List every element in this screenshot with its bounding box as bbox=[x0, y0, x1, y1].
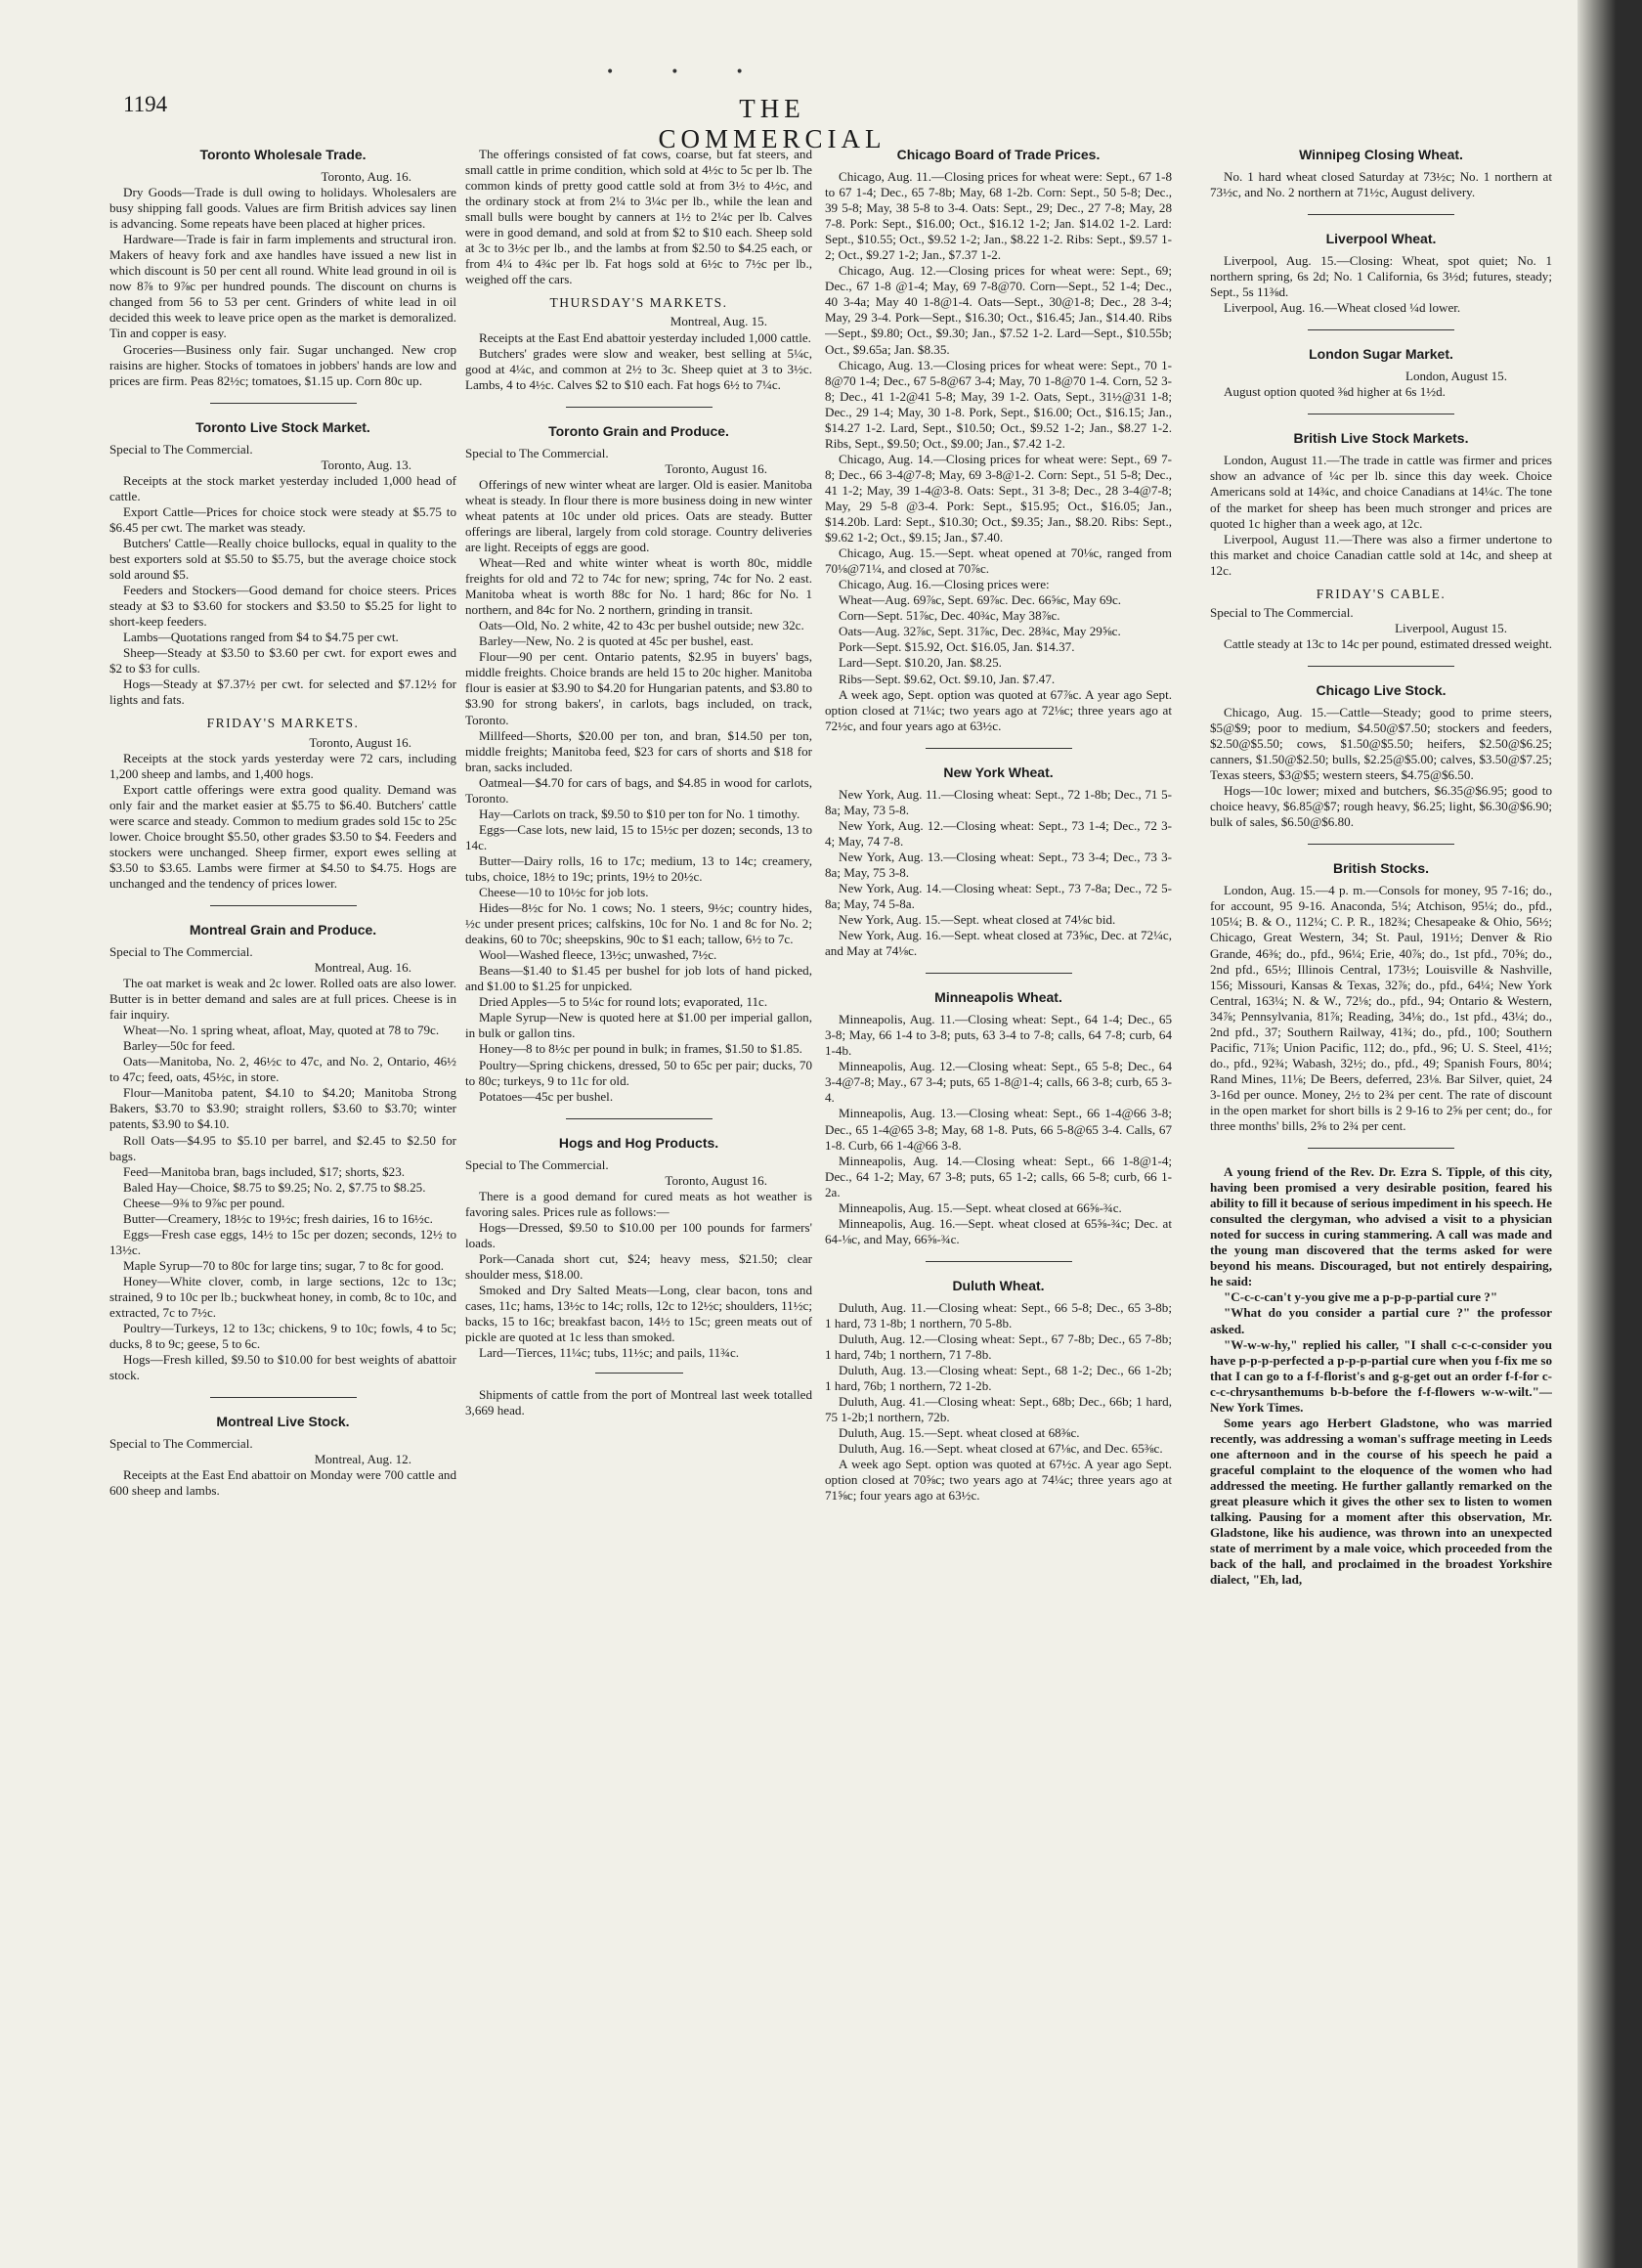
article-paragraph: New York, Aug. 13.—Closing wheat: Sept., 73 3-4; Dec., 73 3-8a; May, 75 3-8. bbox=[825, 849, 1172, 880]
article-paragraph: Liverpool, August 11.—There was also a firmer undertone to this market and choice Canadian cattle sold at 14c, and sheep at 12c. bbox=[1210, 531, 1552, 578]
article-section bbox=[1210, 844, 1552, 1134]
article-section bbox=[109, 1397, 456, 1499]
article-paragraph: Potatoes—45c per bushel. bbox=[479, 1088, 614, 1104]
article-paragraph: Butter—Creamery, 18½c to 19½c; fresh dairies, 16 to 16½c. bbox=[123, 1210, 433, 1226]
article-paragraph: Maple Syrup—70 to 80c for large tins; sugar, 7 to 8c for good. bbox=[123, 1257, 444, 1273]
article-paragraph: Oatmeal—$4.70 for cars of bags, and $4.85 in wood for carlots, Toronto. bbox=[465, 774, 812, 806]
article-section bbox=[825, 748, 1172, 960]
special-line: Special to The Commercial. bbox=[465, 445, 609, 460]
article-paragraph: Minneapolis, Aug. 13.—Closing wheat: Sept., 66 1-4@66 3-8; Dec., 65 1-4@65 3-8; May, 68 1-8. Puts, 66 5-8@65 3-4. Calls, 67 1-8. Curb, 66 1-4@66 3-8. bbox=[825, 1106, 1172, 1153]
article-section bbox=[109, 403, 456, 892]
article-paragraph: Minneapolis, Aug. 15.—Sept. wheat closed at 66⅝-¾c. bbox=[839, 1199, 1122, 1215]
section-divider bbox=[210, 905, 357, 906]
article-paragraph: Receipts at the East End abattoir yesterday included 1,000 cattle. bbox=[479, 329, 811, 345]
article-paragraph: Oats—Aug. 32⅞c, Sept. 31⅞c, Dec. 28¾c, May 29⅝c. bbox=[839, 624, 1121, 639]
article-paragraph: There is a good demand for cured meats as hot weather is favoring sales. Prices rule as follows:— bbox=[465, 1188, 812, 1219]
article-paragraph: New York, Aug. 14.—Closing wheat: Sept., 73 7-8a; Dec., 72 5-8a; May, 74 5-8a. bbox=[825, 880, 1172, 912]
section-divider bbox=[595, 1373, 683, 1374]
article-paragraph: Maple Syrup—New is quoted here at $1.00 per imperial gallon, in bulk or gallon tins. bbox=[465, 1010, 812, 1041]
article-heading: Toronto Live Stock Market. bbox=[195, 418, 370, 435]
article-paragraph: Ribs—Sept. $9.62, Oct. $9.10, Jan. $7.47. bbox=[839, 671, 1056, 686]
article-paragraph: Duluth, Aug. 16.—Sept. wheat closed at 67⅛c, and Dec. 65⅜c. bbox=[839, 1441, 1163, 1457]
article-paragraph: Sheep—Steady at $3.50 to $3.60 per cwt. for export ewes and $2 to $3 for culls. bbox=[109, 645, 456, 676]
article-paragraph: A week ago, Sept. option was quoted at 67⅞c. A year ago Sept. option closed at 71¼c; two years ago at 72⅛c; three years ago at 72½c, and four years ago at 63½c. bbox=[825, 686, 1172, 733]
article-paragraph: Export Cattle—Prices for choice stock were steady at $5.75 to $6.45 per cwt. The market was steady. bbox=[109, 503, 456, 535]
section-divider bbox=[1308, 844, 1454, 845]
article-paragraph: Butchers' grades were slow and weaker, best selling at 5¼c, good at 4¼c, and common at 2½ to 3c. Sheep quiet at 3 to 3½c. Lambs, 4 to 4½c. Calves $2 to $10 each. Fat hogs 6½ to 7¼c. bbox=[465, 345, 812, 392]
section-divider bbox=[1308, 1148, 1454, 1149]
article-paragraph: Pork—Sept. $15.92, Oct. $16.05, Jan. $14.37. bbox=[839, 639, 1075, 655]
column-1 bbox=[109, 147, 456, 2112]
article-section bbox=[1210, 214, 1552, 316]
section-divider bbox=[566, 1118, 713, 1119]
article-heading: Toronto Wholesale Trade. bbox=[199, 147, 367, 162]
special-line: Special to The Commercial. bbox=[109, 943, 253, 959]
article-paragraph: Dry Goods—Trade is dull owing to holidays. Wholesalers are busy shipping fall goods. Values are firm British advices say linen is advancing. Some repeats have been placed at higher prices. bbox=[109, 185, 456, 232]
article-heading: British Stocks. bbox=[1332, 860, 1430, 877]
article-paragraph: Baled Hay—Choice, $8.75 to $9.25; No. 2, $7.75 to $8.25. bbox=[123, 1179, 426, 1195]
article-paragraph: Groceries—Business only fair. Sugar unchanged. New crop raisins are higher. Stocks of tomatoes in jobbers' hands are low and prices are firm. Peas 82½c; tomatoes, $1.15 up. Corn 80c up. bbox=[109, 341, 456, 388]
article-paragraph: Honey—White clover, comb, in large sections, 12c to 13c; strained, 9 to 10c per lb.; buckwheat honey, in comb, 8c to 10c, and extracted, 7c to 7½c. bbox=[109, 1273, 456, 1321]
article-paragraph: Minneapolis, Aug. 16.—Sept. wheat closed at 65⅝-¾c; Dec. at 64-⅛c, and May, 66⅝-¾c. bbox=[825, 1215, 1172, 1246]
article-paragraph: Cheese—9⅜ to 9⅞c per pound. bbox=[123, 1195, 285, 1210]
article-paragraph: Chicago, Aug. 12.—Closing prices for wheat were: Sept., 69; Dec., 67 1-8 @1-4; May, 69 7-8@70. Corn—Sept., 52 1-4; Dec., 40 3-4a; May 40 1-8@1-4. Oats—Sept., 30@1-8; Dec., 28 3-4; May, 29 3-4. Pork—Sept., $16.30; Oct., $16.45; Jan., $14.40. Ribs—Sept., $9.80; Oct., $9.30; Jan., $7.52 1-2. Lard—Sept., $10.55b; Oct., $9.65a; Jan. $8.35. bbox=[825, 263, 1172, 357]
article-paragraph: Receipts at the stock yards yesterday were 72 cars, including 1,200 sheep and lambs, and 1,400 hogs. bbox=[109, 750, 456, 781]
article-paragraph: Hogs—10c lower; mixed and butchers, $6.35@$6.95; good to choice heavy, $6.85@$7; rough heavy, $6.25; light, $6.30@$6.90; bulk of sales, $6.50@$6.80. bbox=[1210, 783, 1552, 830]
article-paragraph: Butchers' Cattle—Really choice bullocks, equal in quality to the best exporters sold at $5.50 to $5.75, but the average choice stock sold around $5. bbox=[109, 535, 456, 583]
article-paragraph: Chicago, Aug. 13.—Closing prices for wheat were: Sept., 70 1-8@70 1-4; Dec., 67 5-8@67 3-4; May, 70 1-8@70 1-4. Corn, 52 3-8; Dec., 41 1-2@41 5-8; May, 39 1-2. Oats, Sept., 31½@31 1-8; Dec., 29 1-4; May, 30 1-8. Pork, Sept., $16.00; Oct., $16.15; Jan., $14.27 1-2. Lard, Sept., $10.50; Oct., $9.52 1-2; Jan., $8.27 1-2. Ribs, Sept., $9.50; Oct., $9.00; Jan., $7.42 1-2. bbox=[825, 357, 1172, 451]
article-paragraph: Duluth, Aug. 15.—Sept. wheat closed at 68⅜c. bbox=[839, 1425, 1080, 1441]
article-paragraph: New York, Aug. 16.—Sept. wheat closed at 73⅝c, Dec. at 72¼c, and May at 74⅛c. bbox=[825, 928, 1172, 959]
dateline: Montreal, Aug. 12. bbox=[314, 1452, 411, 1467]
article-paragraph: The offerings consisted of fat cows, coarse, but fat steers, and small cattle in prime condition, which sold at 4½c to 5c per lb. The common kinds of pretty good cattle sold at from 3½ to 4½c, and the ordinary stock at from 2¼ to 3¼c per lb., while the lean and small bulls were bought by canners at 1½ to 2¼c per lb. Calves were in good demand, and sold at from $2 to $10 each. Sheep sold at 3c to 3½c per lb., and the lambs at from $2.50 to $4.25 each, or from 4¼ to 4¾c per lb. Fat hogs sold at 6½c to 7½c per lb., weighed off the cars. bbox=[465, 147, 812, 287]
dateline: Chicago, Aug. 16.—Closing prices were: bbox=[839, 577, 1050, 592]
article-heading: Montreal Grain and Produce. bbox=[189, 921, 377, 938]
dateline: Toronto, Aug. 16. bbox=[321, 169, 411, 184]
article-paragraph: Smoked and Dry Salted Meats—Long, clear bacon, tons and cases, 11c; hams, 13½c to 14c; rolls, 12c to 12½c; shoulders, 11½c; backs, 15 to 16c; breakfast bacon, 14½ to 15c; green meats out of pickle are quoted at 1c less than smoked. bbox=[465, 1283, 812, 1345]
article-paragraph: Millfeed—Shorts, $20.00 per ton, and bran, $14.50 per ton, middle freights; Manitoba feed, $23 for cars of shorts and $18 for bran, sacks included. bbox=[465, 727, 812, 774]
article-paragraph: "What do you consider a partial cure ?" the professor asked. bbox=[1210, 1305, 1552, 1336]
section-divider bbox=[1308, 666, 1454, 667]
article-paragraph: Offerings of new winter wheat are larger. Old is easier. Manitoba wheat is steady. In flour there is more business doing in new winter wheat patents at 10c under old prices. Oats are steady. Butter offerings are liberal, largely from cold storage. Country deliveries are light. Receipts of eggs are good. bbox=[465, 476, 812, 554]
section-divider bbox=[566, 407, 713, 408]
article-paragraph: Hogs—Steady at $7.37½ per cwt. for selected and $7.12½ for lights and fats. bbox=[109, 676, 456, 708]
page-number: 1194 bbox=[123, 92, 168, 116]
article-paragraph: Chicago, Aug. 15.—Sept. wheat opened at 70⅛c, ranged from 70⅛@71¼, and closed at 70⅞c. bbox=[825, 545, 1172, 577]
article-paragraph: No. 1 hard wheat closed Saturday at 73½c; No. 1 northern at 73½c, and No. 2 northern at 71½c, August delivery. bbox=[1210, 169, 1552, 200]
article-paragraph: Feed—Manitoba bran, bags included, $17; shorts, $23. bbox=[123, 1163, 406, 1179]
column-3 bbox=[825, 147, 1172, 2112]
article-section bbox=[465, 407, 812, 1105]
dateline: London, August 15. bbox=[1404, 369, 1507, 384]
article-paragraph: Duluth, Aug. 12.—Closing wheat: Sept., 67 7-8b; Dec., 65 7-8b; 1 hard, 74b; 1 northern, 71 7-8b. bbox=[825, 1331, 1172, 1363]
article-paragraph: Beans—$1.40 to $1.45 per bushel for job lots of hand picked, and $1.00 to $1.25 for unpicked. bbox=[465, 963, 812, 994]
dateline: Toronto, Aug. 13. bbox=[321, 457, 411, 472]
article-paragraph: Poultry—Spring chickens, dressed, 50 to 65c per pair; ducks, 70 to 80c; turkeys, 9 to 11c for old. bbox=[465, 1057, 812, 1088]
special-line: Special to The Commercial. bbox=[465, 1156, 609, 1172]
article-paragraph: Export cattle offerings were extra good quality. Demand was only fair and the market easier at $5.75 to $6.40. Butchers' cattle were scarce and steady. Common to medium grades sold 15c to 25c lower. Choice brought $5.50, other grades $3.50 to $4. Feeders and stockers were unchanged. Sheep firmer, export ewes selling at $3.50 to $3.65. Lambs were firmer at $4.50 to $4.75. Hogs are unchanged and the tendency of prices lower. bbox=[109, 781, 456, 891]
article-paragraph: Flour—90 per cent. Ontario patents, $2.95 in buyers' bags, middle freights. Choice brands are held 15 to 20c higher. Manitoba flour is easier at $3.90 to $4.20 for Hungarian patents, and $3.80 to $3.90 for strong bakers', in carlots, bags included, on track, Toronto. bbox=[465, 649, 812, 727]
article-paragraph: Duluth, Aug. 41.—Closing wheat: Sept., 68b; Dec., 66b; 1 hard, 75 1-2b;1 northern, 72b. bbox=[825, 1394, 1172, 1425]
article-heading: New York Wheat. bbox=[943, 763, 1054, 780]
article-paragraph: Cheese—10 to 10½c for job lots. bbox=[479, 885, 649, 900]
article-section bbox=[1210, 147, 1552, 200]
article-paragraph: Chicago, Aug. 11.—Closing prices for wheat were: Sept., 67 1-8 to 67 1-4; Dec., 65 7-8b; May, 68 1-2b. Corn: Sept., 50 5-8; Dec., 39 5-8; May, 38 5-8 to 3-4. Oats: Sept., 29; Dec., 27 7-8; May, 28 7-8. Pork: Sept., $16.00; Oct., $16.12 1-2; Jan. $14.02 1-2. Lard: Sept., $10.55; Oct., $9.52 1-2; Jan., $8.22 1-2. Ribs: Sept., $9.57 1-2; Oct., $9.27 1-2; Jan., $7.37 1-2. bbox=[825, 169, 1172, 263]
article-paragraph: Hogs—Dressed, $9.50 to $10.00 per 100 pounds for farmers' loads. bbox=[465, 1219, 812, 1250]
article-heading: London Sugar Market. bbox=[1309, 346, 1453, 363]
article-paragraph: Feeders and Stockers—Good demand for choice steers. Prices steady at $3 to $3.60 for stockers and $3.50 to $5.25 for light to short-keep feeders. bbox=[109, 583, 456, 630]
article-paragraph: New York, Aug. 12.—Closing wheat: Sept., 73 1-4; Dec., 72 3-4; May, 74 7-8. bbox=[825, 817, 1172, 849]
article-paragraph: Corn—Sept. 51⅞c, Dec. 40¾c, May 38⅞c. bbox=[839, 608, 1060, 624]
article-section bbox=[465, 1118, 812, 1419]
section-divider bbox=[210, 1397, 357, 1398]
article-heading: Chicago Live Stock. bbox=[1316, 681, 1447, 698]
special-line: Special to The Commercial. bbox=[109, 441, 253, 457]
section-divider bbox=[1308, 214, 1454, 215]
dateline: Montreal, Aug. 16. bbox=[314, 960, 411, 976]
article-section bbox=[825, 1261, 1172, 1505]
article-paragraph: Lard—Tierces, 11¼c; tubs, 11½c; and pails, 11¾c. bbox=[479, 1345, 740, 1361]
article-paragraph: Wheat—No. 1 spring wheat, afloat, May, quoted at 78 to 79c. bbox=[123, 1023, 440, 1038]
article-paragraph: New York, Aug. 11.—Closing wheat: Sept., 72 1-8b; Dec., 71 5-8a; May, 73 5-8. bbox=[825, 786, 1172, 817]
article-heading: Chicago Board of Trade Prices. bbox=[896, 147, 1101, 162]
dateline: Montreal, Aug. 15. bbox=[670, 314, 767, 329]
article-heading: Minneapolis Wheat. bbox=[934, 989, 1062, 1006]
article-paragraph: Eggs—Fresh case eggs, 14½ to 15c per dozen; seconds, 12½ to 13½c. bbox=[109, 1226, 456, 1257]
article-paragraph: Honey—8 to 8½c per pound in bulk; in frames, $1.50 to $1.85. bbox=[479, 1041, 802, 1057]
sub-heading: FRIDAY'S CABLE. bbox=[1316, 586, 1447, 601]
dateline: Toronto, August 16. bbox=[665, 1172, 767, 1188]
article-section bbox=[1210, 329, 1552, 400]
article-paragraph: Butter—Dairy rolls, 16 to 17c; medium, 13 to 14c; creamery, tubs, choice, 18½ to 19c; prints, 19½ to 20½c. bbox=[465, 852, 812, 884]
article-paragraph: Liverpool, Aug. 16.—Wheat closed ¼d lower. bbox=[1224, 300, 1461, 316]
dateline: Toronto, August 16. bbox=[309, 734, 411, 750]
article-paragraph: Hardware—Trade is fair in farm implements and structural iron. Makers of heavy fork and axe handles have issued a new list in which discount is 50 per cent all round. White lead ground in oil is now 8⅞ to 9⅞c per hundred pounds. The discount on churns is changed from 56 to 53 per cent. Grinders of white lead in oil decided this week to leave price open as the market is demoralized. Tin and copper is easy. bbox=[109, 232, 456, 341]
article-paragraph: Poultry—Turkeys, 12 to 13c; chickens, 9 to 10c; fowls, 4 to 5c; ducks, 8 to 9c; geese, 5 to 6c. bbox=[109, 1321, 456, 1352]
article-heading: Toronto Grain and Produce. bbox=[548, 422, 729, 439]
article-paragraph: Dried Apples—5 to 5¼c for round lots; evaporated, 11c. bbox=[479, 994, 768, 1010]
article-paragraph: Receipts at the East End abattoir on Monday were 700 cattle and 600 sheep and lambs. bbox=[109, 1467, 456, 1499]
article-section bbox=[109, 147, 456, 389]
article-paragraph: Lard—Sept. $10.20, Jan. $8.25. bbox=[839, 655, 1002, 671]
article-paragraph: Liverpool, Aug. 15.—Closing: Wheat, spot quiet; No. 1 northern spring, 6s 2d; No. 1 California, 6s 3½d; futures, steady; Sept., 5s 11⅜d. bbox=[1210, 253, 1552, 300]
article-paragraph: Barley—50c for feed. bbox=[123, 1038, 236, 1054]
article-paragraph: A week ago Sept. option was quoted at 67½c. A year ago Sept. option closed at 70⅝c; two years ago at 74¼c; three years ago at 71⅝c; four years ago at 63½c. bbox=[825, 1457, 1172, 1504]
article-paragraph: Pork—Canada short cut, $24; heavy mess, $21.50; clear shoulder mess, $18.00. bbox=[465, 1250, 812, 1282]
binding-shadow bbox=[1577, 0, 1642, 2268]
article-paragraph: Chicago, Aug. 15.—Cattle—Steady; good to prime steers, $5@$9; poor to medium, $4.50@$7.50; stockers and feeders, $2.50@$5.50; cows, $1.50@$5.50; heifers, $2.50@$6.25; canners, $1.50@$2.50; bulls, $2.25@$5.00; calves, $3.50@$7.25; Texas steers, $3@$5; western steers, $4.75@$6.50. bbox=[1210, 704, 1552, 783]
article-paragraph: August option quoted ⅜d higher at 6s 1½d. bbox=[1224, 384, 1446, 400]
article-paragraph: Hay—Carlots on track, $9.50 to $10 per ton for No. 1 timothy. bbox=[479, 806, 800, 821]
article-paragraph: Shipments of cattle from the port of Montreal last week totalled 3,669 head. bbox=[465, 1387, 812, 1418]
article-paragraph: Hides—8½c for No. 1 cows; No. 1 steers, 9½c; country hides, ½c under present prices; calfskins, 10c for No. 1 and 8c for No. 2; deakins, 60 to 70c; sheepskins, 90c to $1 each; tallow, 6½ to 7c. bbox=[465, 900, 812, 947]
article-paragraph: Oats—Manitoba, No. 2, 46½c to 47c, and No. 2, Ontario, 46½ to 47c; feed, oats, 45½c, in store. bbox=[109, 1054, 456, 1085]
column-4 bbox=[1210, 147, 1552, 2112]
article-paragraph: Minneapolis, Aug. 11.—Closing wheat: Sept., 64 1-4; Dec., 65 3-8; May, 66 1-4 to 3-8; puts, 63 3-4 to 7-8; calls, 64 7-8; curb, 64 1-4b. bbox=[825, 1012, 1172, 1059]
article-paragraph: Hogs—Fresh killed, $9.50 to $10.00 for best weights of abattoir stock. bbox=[109, 1352, 456, 1383]
article-paragraph: Barley—New, No. 2 is quoted at 45c per bushel, east. bbox=[479, 633, 754, 649]
article-section bbox=[1210, 666, 1552, 830]
dateline: Toronto, August 16. bbox=[665, 460, 767, 476]
article-paragraph: Oats—Old, No. 2 white, 42 to 43c per bushel outside; new 32c. bbox=[479, 618, 804, 633]
sub-heading: FRIDAY'S MARKETS. bbox=[206, 716, 360, 731]
article-section bbox=[825, 147, 1172, 734]
special-line: Special to The Commercial. bbox=[1210, 604, 1354, 620]
article-heading: Montreal Live Stock. bbox=[216, 1414, 350, 1430]
article-paragraph: Wheat—Red and white winter wheat is worth 80c, middle freights for old and 72 to 74c for new; spring, 74c for No. 2 east. Manitoba wheat is worth 88c for No. 1 hard; 86c for No. 1 northern, and 84c for No. 2 northern, grinding in transit. bbox=[465, 555, 812, 618]
article-heading: Hogs and Hog Products. bbox=[558, 1134, 719, 1151]
article-heading: British Live Stock Markets. bbox=[1293, 430, 1469, 447]
article-paragraph: London, August 11.—The trade in cattle was firmer and prices show an advance of ¼c per lb. since this day week. Choice Americans sold at 14¾c, and choice Canadians at 14¼c. The tone of the market for sheep has been much stronger and prices are quoted 1c higher than a week ago, at 12c. bbox=[1210, 453, 1552, 531]
article-paragraph: Chicago, Aug. 14.—Closing prices for wheat were: Sept., 69 7-8; Dec., 66 3-4@7-8; May, 69 3-8@1-2. Corn: Sept., 51 5-8; Dec., 41 1-2; May, 39 1-4@3-8. Oats: Sept., 31 3-8; Dec., 28 3-4@7-8; May, 29 5-8 @3-4. Pork: Sept., $15.95; Oct., $16.05; Jan., $14.20b. Lard: Sept., $10.30; Oct., $9.35; Jan., $8.20. Ribs: Sept., $9.62 1-2; Oct., $9.15; Jan., $7.40. bbox=[825, 451, 1172, 545]
section-divider bbox=[926, 748, 1072, 749]
column-2 bbox=[465, 147, 812, 2112]
article-paragraph: The oat market is weak and 2c lower. Rolled oats are also lower. Butter is in better demand and sales are at full prices. Cheese is in fair inquiry. bbox=[109, 976, 456, 1023]
article-paragraph: Some years ago Herbert Gladstone, who was married recently, was addressing a woman's suffrage meeting in Leeds one afternoon and in the course of his speech he paid a graceful complaint to the eloquence of the women who had addressed the meeting. He further gallantly remarked on the great pleasure which it gives the other sex to listen to women talking. Pausing for a moment after this observation, Mr. Gladstone, like his audience, was thrown into an unexpected state of merriment by a male voice, which proceeded from the back of the hall, and proclaimed in the broadest Yorkshire dialect, "Eh, lad, bbox=[1210, 1415, 1552, 1588]
article-section bbox=[1210, 1148, 1552, 1588]
article-section bbox=[465, 147, 812, 393]
section-divider bbox=[1308, 329, 1454, 330]
article-paragraph: Roll Oats—$4.95 to $5.10 per barrel, and $2.45 to $2.50 for bags. bbox=[109, 1132, 456, 1163]
section-divider bbox=[210, 403, 357, 404]
section-divider bbox=[926, 973, 1072, 974]
article-paragraph: Eggs—Case lots, new laid, 15 to 15½c per dozen; seconds, 13 to 14c. bbox=[465, 821, 812, 852]
article-paragraph: "C-c-c-can't y-you give me a p-p-p-partial cure ?" bbox=[1224, 1289, 1498, 1305]
article-heading: Liverpool Wheat. bbox=[1325, 231, 1437, 247]
article-paragraph: Minneapolis, Aug. 12.—Closing wheat: Sept., 65 5-8; Dec., 64 3-4@7-8; May., 67 3-4; puts, 65 1-8@1-4; calls, 66 3-8; curb, 65 3-4. bbox=[825, 1059, 1172, 1106]
article-paragraph: Receipts at the stock market yesterday included 1,000 head of cattle. bbox=[109, 472, 456, 503]
printer-marks: ••• bbox=[606, 65, 800, 80]
article-paragraph: Cattle steady at 13c to 14c per pound, estimated dressed weight. bbox=[1224, 635, 1552, 651]
running-head-title: THE COMMERCIAL bbox=[658, 94, 886, 153]
article-paragraph: Minneapolis, Aug. 14.—Closing wheat: Sept., 66 1-8@1-4; Dec., 64 1-2; May, 67 3-8; puts, 65 1-2; calls, 66 5-8; curb, 66 1-2a. bbox=[825, 1153, 1172, 1199]
article-heading: Winnipeg Closing Wheat. bbox=[1299, 147, 1463, 162]
sub-heading: THURSDAY'S MARKETS. bbox=[549, 295, 728, 311]
article-paragraph: New York, Aug. 15.—Sept. wheat closed at 74⅛c bid. bbox=[839, 912, 1116, 928]
special-line: Special to The Commercial. bbox=[109, 1436, 253, 1452]
dateline: Liverpool, August 15. bbox=[1395, 620, 1507, 635]
section-divider bbox=[926, 1261, 1072, 1262]
article-paragraph: Wheat—Aug. 69⅞c, Sept. 69⅞c. Dec. 66⅝c, May 69c. bbox=[839, 592, 1122, 608]
article-section bbox=[1210, 414, 1552, 652]
article-paragraph: "W-w-w-hy," replied his caller, "I shall c-c-c-consider you have p-p-p-perfected a p-p-p-partial cure when you f-fix me so that I can go to a f-f-florist's and g-g-get out an order f-f-for c-c-c-chrysanthemums b-b-before the f-f-flowers w-w-wilt."—New York Times. bbox=[1210, 1336, 1552, 1415]
article-section bbox=[825, 973, 1172, 1247]
article-paragraph: Wool—Washed fleece, 13½c; unwashed, 7½c. bbox=[479, 947, 717, 963]
article-paragraph: A young friend of the Rev. Dr. Ezra S. Tipple, of this city, having been promised a very desirable position, feared his ability to fill it because of serious impediment in his speech. He consulted the clergyman, who advised a visit to a physician noted for success in curing stammering. A call was made and the young man discovered that the terms asked for were beyond his means. Discouraged, but not entirely despairing, he said: bbox=[1210, 1164, 1552, 1289]
article-paragraph: Duluth, Aug. 13.—Closing wheat: Sept., 68 1-2; Dec., 66 1-2b; 1 hard, 76b; 1 northern, 72 1-2b. bbox=[825, 1363, 1172, 1394]
article-paragraph: Duluth, Aug. 11.—Closing wheat: Sept., 66 5-8; Dec., 65 3-8b; 1 hard, 73 1-8b; 1 northern, 70 5-8b. bbox=[825, 1299, 1172, 1330]
article-section bbox=[109, 905, 456, 1383]
article-heading: Duluth Wheat. bbox=[952, 1277, 1045, 1293]
article-paragraph: London, Aug. 15.—4 p. m.—Consols for money, 95 7-16; do., for account, 95 9-16. Anaconda, 5¼; Atchison, 95¼; do., pfd., 105¼; B. & O., 112¼; C. P. R., 182¾; Chesapeake & Ohio, 56½; Chicago, Great Western, 34; St. Paul, 191½; Denver & Rio Grande, 46⅜; do., pfd., 96¼; Erie, 40⅞; do., 1st pfd., 70⅝; do., 2nd pfd., 65½; Illinois Central, 173½; Louisville & Nashville, 156; Missouri, Kansas & Texas, 32⅞; do., pfd., 64¼; New York Central, 163¼; N. & W., 72⅛; do., pfd., 94; Ontario & Western, 34⅞; Pennsylvania, 81⅞; Reading, 34⅛; do., 1st pfd., 43¼; do., 2nd pfd., 37; Southern Railway, 41¾; do., pfd., 100; Southern Pacific, 71⅞; Union Pacific, 112; do., pfd., 96; U. S. Steel, 41½; do., pfd., 92¾; Wabash, 32½; do., pfd., 49; Spanish Fours, 80¼; Rand Mines, 11⅛; De Beers, deferred, 23⅛. Bar Silver, quiet, 24 3-16d per ounce. Money, 2½ to 2¾ per cent. The rate of discount in the open market for short bills is 2 9-16 to 2⅝ per cent; do., for three months' bills, 2⅝ to 2¾ per cent. bbox=[1210, 883, 1552, 1134]
article-paragraph: Flour—Manitoba patent, $4.10 to $4.20; Manitoba Strong Bakers, $3.70 to $3.90; straight rollers, $3.60 to $3.70; winter patents, $3.90 to $4.10. bbox=[109, 1085, 456, 1132]
article-paragraph: Lambs—Quotations ranged from $4 to $4.75 per cwt. bbox=[123, 630, 399, 645]
